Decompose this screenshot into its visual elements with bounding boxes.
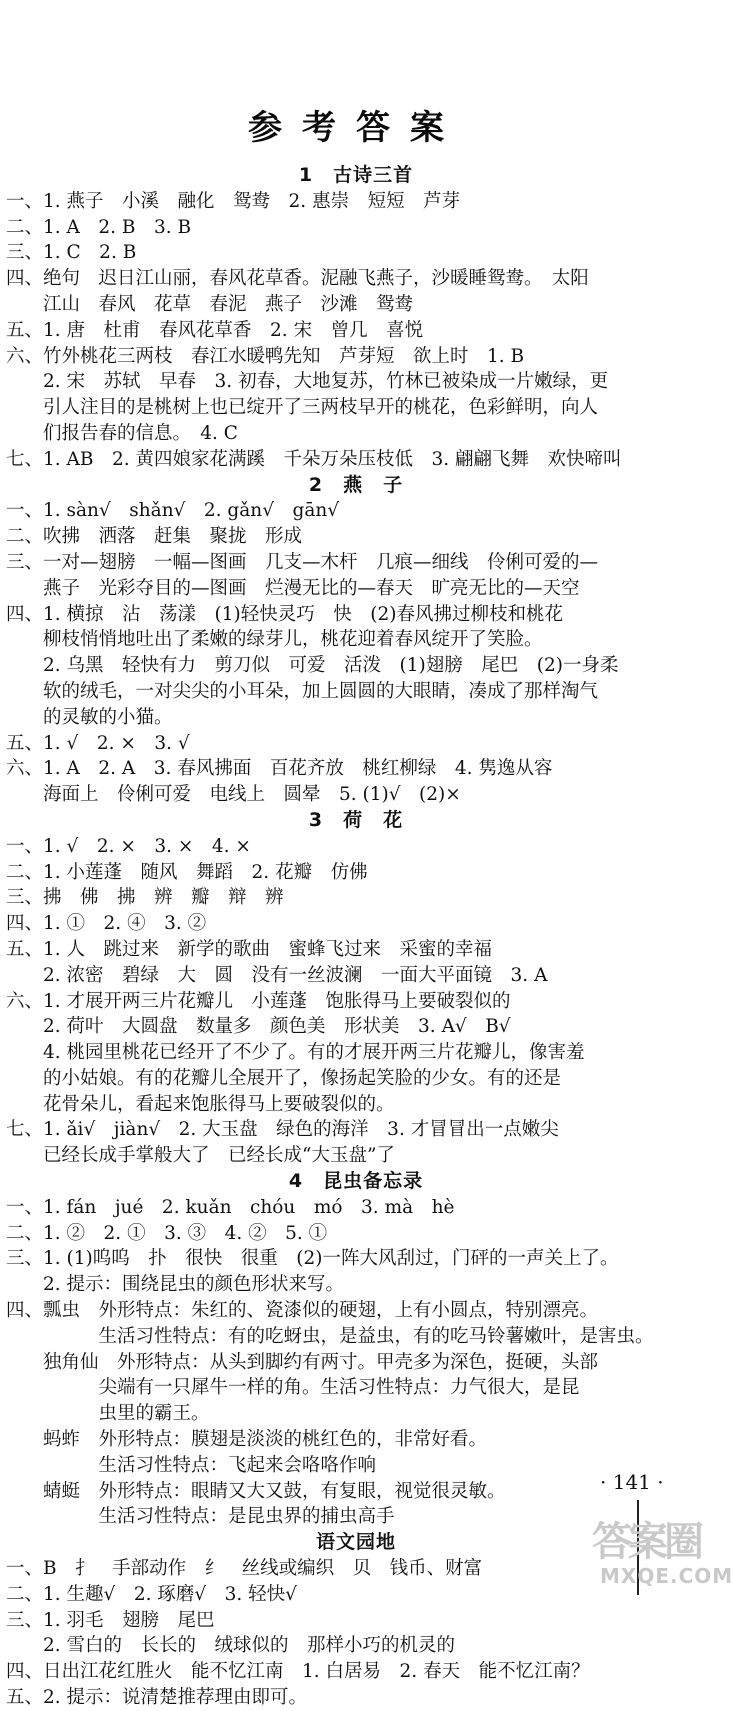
answer-line: 花骨朵儿，看起来饱胀得马上要破裂似的。 — [6, 1093, 395, 1115]
answer-line: 2. 乌黑 轻快有力 剪刀似 可爱 活泼 (1)翅膀 尾巴 (2)一身柔 — [6, 655, 619, 677]
answer-line: 二、1. 生趣√ 2. 琢磨√ 3. 轻快√ — [6, 1583, 297, 1605]
page-title: 参考答案 — [248, 108, 464, 148]
answer-line: 2. 宋 苏轼 早春 3. 初春，大地复苏，竹林已被染成一片嫩绿，更 — [6, 371, 609, 393]
answer-line: 生活习性特点：飞起来会咯咯作响 — [6, 1454, 377, 1476]
answer-line: 一、1. sàn√ shǎn√ 2. gǎn√ gān√ — [6, 500, 340, 522]
answer-line: 七、1. AB 2. 黄四娘家花满蹊 千朵万朵压枝低 3. 翩翩飞舞 欢快啼叫 — [6, 448, 622, 470]
section-heading: 1 古诗三首 — [298, 164, 414, 186]
watermark-logo-text: 答案圈 — [592, 1519, 700, 1565]
answer-line: 尖端有一只犀牛一样的角。生活习性特点：力气很大，是昆 — [6, 1377, 580, 1399]
answer-line: 一、1. √ 2. × 3. × 4. × — [6, 835, 251, 857]
answer-line: 三、拂 佛 拂 辨 瓣 辩 辨 — [6, 887, 284, 909]
answer-line: 2. 浓密 碧绿 大 圆 没有一丝波澜 一面大平面镜 3. A — [6, 964, 548, 986]
watermark-logo — [592, 1519, 733, 1598]
answer-line: 江山 春风 花草 春泥 燕子 沙滩 鸳鸯 — [6, 293, 414, 315]
answer-line: 三、一对—翅膀 一幅—图画 几支—木杆 几痕—细线 伶俐可爱的— — [6, 551, 599, 573]
answer-line: 二、1. A 2. B 3. B — [6, 216, 192, 238]
answer-line: 生活习性特点：有的吃蚜虫，是益虫，有的吃马铃薯嫩叶，是害虫。 — [6, 1325, 654, 1347]
answer-line: 的小姑娘。有的花瓣儿全展开了，像扬起笑脸的少女。有的还是 — [6, 1067, 562, 1089]
section-heading: 4 昆虫备忘录 — [288, 1170, 424, 1193]
answer-line: 引人注目的是桃树上也已绽开了三两枝早开的桃花，色彩鲜明，向人 — [6, 397, 599, 419]
section-heading: 3 荷 花 — [308, 808, 404, 831]
answer-line: 独角仙 外形特点：从头到脚约有两寸。甲壳多为深色，挺硬，头部 — [6, 1351, 599, 1373]
answer-line: 三、1. C 2. B — [6, 242, 137, 264]
answer-line: 软的绒毛，一对尖尖的小耳朵，加上圆圆的大眼睛，凑成了那样淘气 — [6, 680, 599, 702]
answer-line: 五、1. √ 2. × 3. √ — [6, 732, 190, 754]
answer-line: 四、1. ① 2. ④ 3. ② — [6, 913, 207, 935]
answer-line: 七、1. ǎi√ jiàn√ 2. 大玉盘 绿色的海洋 3. 才冒冒出一点嫩尖 — [6, 1119, 559, 1141]
answer-line: 六、1. A 2. A 3. 春风拂面 百花齐放 桃红柳绿 4. 隽逸从容 — [6, 758, 553, 780]
answer-line: 的灵敏的小猫。 — [6, 706, 173, 728]
answer-line: 一、B 扌 手部动作 纟 丝线或编织 贝 钱币、财富 — [6, 1558, 483, 1580]
answer-line: 三、1. (1)呜呜 扑 很快 很重 (2)一阵大风刮过，门砰的一声关上了。 — [6, 1248, 619, 1270]
answer-line: 燕子 光彩夺目的—图画 烂漫无比的—春天 旷亮无比的—天空 — [6, 577, 580, 599]
answer-line: 三、1. 羽毛 翅膀 尾巴 — [6, 1609, 215, 1631]
answer-line: 四、瓢虫 外形特点：朱红的、瓷漆似的硬翅，上有小圆点，特别漂亮。 — [6, 1300, 599, 1322]
answer-line: 一、1. fán jué 2. kuǎn chóu mó 3. mà hè — [6, 1196, 455, 1218]
section-heading: 2 燕 子 — [308, 473, 404, 496]
answer-line: 2. 荷叶 大圆盘 数量多 颜色美 形状美 3. A√ B√ — [6, 1016, 511, 1038]
answer-line: 柳枝悄悄地吐出了柔嫩的绿芽儿，桃花迎着春风绽开了笑脸。 — [6, 629, 543, 651]
section-heading: 语文园地 — [315, 1531, 396, 1554]
answer-line: 生活习性特点：是昆虫界的捕虫高手 — [6, 1506, 395, 1528]
answer-line: 四、日出江花红胜火 能不忆江南 1. 白居易 2. 春天 能不忆江南？ — [6, 1661, 590, 1683]
answer-line: 六、竹外桃花三两枝 春江水暖鸭先知 芦芽短 欲上时 1. B — [6, 345, 525, 367]
answer-line: 2. 提示：围绕昆虫的颜色形状来写。 — [6, 1274, 345, 1296]
answer-line: 已经长成手掌般大了 已经长成“大玉盘”了 — [6, 1145, 395, 1167]
answer-line: 五、1. 唐 杜甫 春风花草香 2. 宋 曾几 喜悦 — [6, 319, 424, 341]
answer-line: 虫里的霸王。 — [6, 1403, 210, 1425]
answer-line: 海面上 伶俐可爱 电线上 圆晕 5. (1)√ (2)× — [6, 784, 461, 806]
watermark-url: MXQE.COM — [600, 1564, 733, 1588]
answer-line: 五、1. 人 跳过来 新学的歌曲 蜜蜂飞过来 采蜜的幸福 — [6, 938, 493, 960]
page-number: · 141 · — [600, 1470, 664, 1494]
answer-line: 五、2. 提示：说清楚推荐理由即可。 — [6, 1687, 308, 1709]
answer-line: 二、吹拂 洒落 赶集 聚拢 形成 — [6, 526, 303, 548]
answer-line: 四、绝句 迟日江山丽，春风花草香。泥融飞燕子，沙暖睡鸳鸯。 太阳 — [6, 268, 589, 290]
answer-line: 六、1. 才展开两三片花瓣儿 小莲蓬 饱胀得马上要破裂似的 — [6, 990, 511, 1012]
answer-line: 蜻蜓 外形特点：眼睛又大又鼓，有复眼，视觉很灵敏。 — [6, 1480, 506, 1502]
answer-line: 二、1. ② 2. ① 3. ③ 4. ② 5. ① — [6, 1222, 328, 1244]
answer-line: 一、1. 燕子 小溪 融化 鸳鸯 2. 惠崇 短短 芦芽 — [6, 190, 461, 212]
answer-line: 二、1. 小莲蓬 随风 舞蹈 2. 花瓣 仿佛 — [6, 861, 368, 883]
answer-line: 蚂蚱 外形特点：膜翅是淡淡的桃红色的，非常好看。 — [6, 1429, 488, 1451]
answer-line: 四、1. 横掠 沾 荡漾 (1)轻快灵巧 快 (2)春风拂过柳枝和桃花 — [6, 603, 563, 625]
answer-line: 们报告春的信息。 4. C — [6, 422, 238, 444]
answer-line: 2. 雪白的 长长的 绒球似的 那样小巧的机灵的 — [6, 1635, 456, 1657]
answer-line: 4. 桃园里桃花已经开了不少了。有的才展开两三片花瓣儿，像害羞 — [6, 1042, 585, 1064]
